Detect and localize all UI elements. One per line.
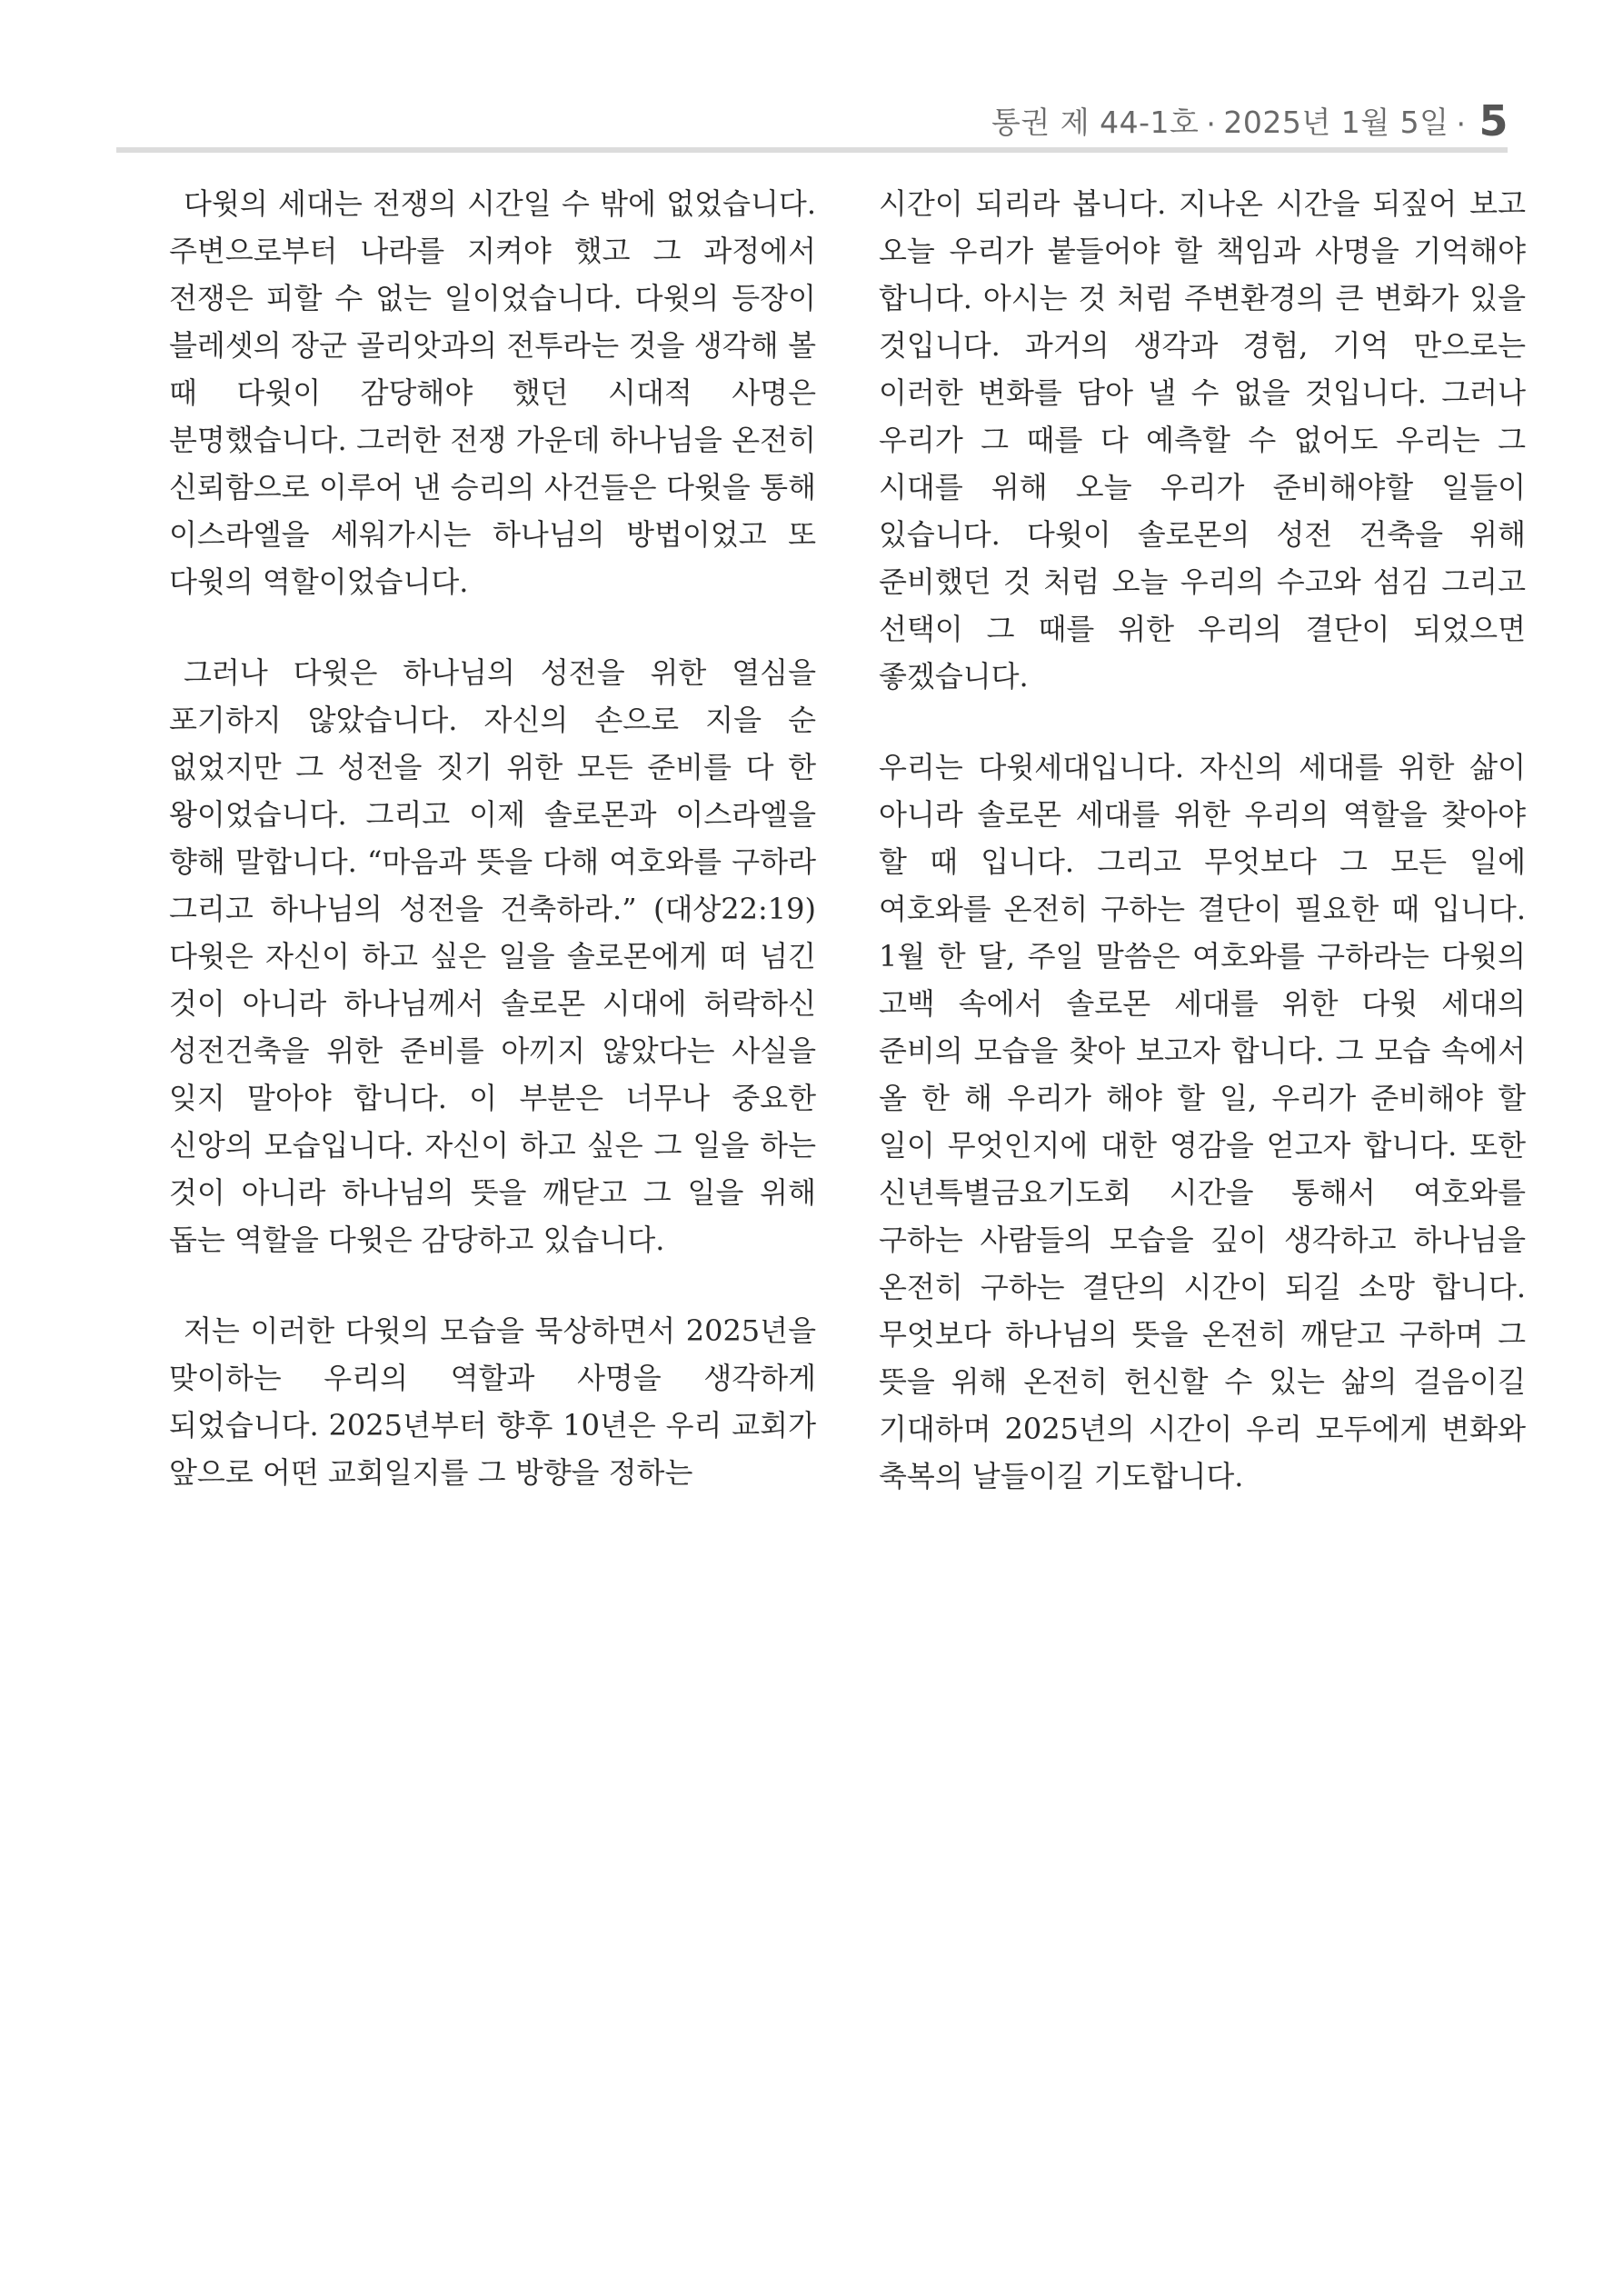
issue-number: 통권 제 44-1호	[991, 105, 1200, 140]
header-separator: ·	[1456, 106, 1467, 142]
header-separator: ·	[1206, 106, 1217, 142]
issue-date: 2025년 1월 5일	[1223, 105, 1449, 140]
page-number: 5	[1479, 96, 1508, 145]
header-divider	[116, 147, 1508, 153]
left-column	[169, 180, 816, 1540]
body-paragraph: 저는 이러한 다윗의 모습을 묵상하면서 2025년을 맞이하는 우리의 역할과 사명을 생각하게 되었습니다. 2025년부터 향후 10년은 우리 교회가 앞으로 어떤 교회일지를 그 방향을 정하는	[169, 1313, 816, 1490]
body-paragraph: 시간이 되리라 봅니다. 지나온 시간을 되짚어 보고 오늘 우리가 붙들어야 할 책임과 사명을 기억해야 합니다. 아시는 것 처럼 주변환경의 큰 변화가 있을 것입니다. 과거의 생각과 경험, 기억 만으로는 이러한 변화를 담아 낼 수 없을 것입니다. 그러나 우리가 그 때를 다 예측할 수 없어도 우리는 그 시대를 위해 오늘 우리가 준비해야할 일들이 있습니다. 다윗이 솔로몬의 성전 건축을 위해 준비했던 것 처럼 오늘 우리의 수고와 섬김 그리고 선택이 그 때를 위한 우리의 결단이 되었으면 좋겠습니다.	[879, 186, 1526, 694]
body-paragraph: 우리는 다윗세대입니다. 자신의 세대를 위한 삶이 아니라 솔로몬 세대를 위한 우리의 역할을 찾아야 할 때 입니다. 그리고 무엇보다 그 모든 일에 여호와를 온전히 구하는 결단이 필요한 때 입니다. 1월 한 달, 주일 말씀은 여호와를 구하라는 다윗의 고백 속에서 솔로몬 세대를 위한 다윗 세대의 준비의 모습을 찾아 보고자 합니다. 그 모습 속에서 올 한 해 우리가 해야 할 일, 우리가 준비해야 할 일이 무엇인지에 대한 영감을 얻고자 합니다. 또한 신년특별금요기도회 시간을 통해서 여호와를 구하는 사람들의 모습을 깊이 생각하고 하나님을 온전히 구하는 결단의 시간이 되길 소망 합니다. 무엇보다 하나님의 뜻을 온전히 깨닫고 구하며 그 뜻을 위해 온전히 헌신할 수 있는 삶의 걸음이길 기대하며 2025년의 시간이 우리 모두에게 변화와 축복의 날들이길 기도합니다.	[879, 750, 1526, 1493]
body-paragraph: 다윗의 세대는 전쟁의 시간일 수 밖에 없었습니다. 주변으로부터 나라를 지켜야 했고 그 과정에서 전쟁은 피할 수 없는 일이었습니다. 다윗의 등장이 블레셋의 장군 골리앗과의 전투라는 것을 생각해 볼 때 다윗이 감당해야 했던 시대적 사명은 분명했습니다. 그러한 전쟁 가운데 하나님을 온전히 신뢰함으로 이루어 낸 승리의 사건들은 다윗을 통해 이스라엘을 세워가시는 하나님의 방법이었고 또 다윗의 역할이었습니다.	[169, 186, 816, 599]
right-column	[879, 180, 1526, 1543]
body-paragraph: 그러나 다윗은 하나님의 성전을 위한 열심을 포기하지 않았습니다. 자신의 손으로 지을 순 없었지만 그 성전을 짓기 위한 모든 준비를 다 한 왕이었습니다. 그리고 이제 솔로몬과 이스라엘을 향해 말합니다. “마음과 뜻을 다해 여호와를 구하라 그리고 하나님의 성전을 건축하라.” (대상22:19) 다윗은 자신이 하고 싶은 일을 솔로몬에게 떠 넘긴 것이 아니라 하나님께서 솔로몬 시대에 허락하신 성전건축을 위한 준비를 아끼지 않았다는 사실을 잊지 말아야 합니다. 이 부분은 너무나 중요한 신앙의 모습입니다. 자신이 하고 싶은 그 일을 하는 것이 아니라 하나님의 뜻을 깨닫고 그 일을 위해 돕는 역할을 다윗은 감당하고 있습니다.	[169, 655, 816, 1257]
page-header	[991, 84, 1508, 145]
